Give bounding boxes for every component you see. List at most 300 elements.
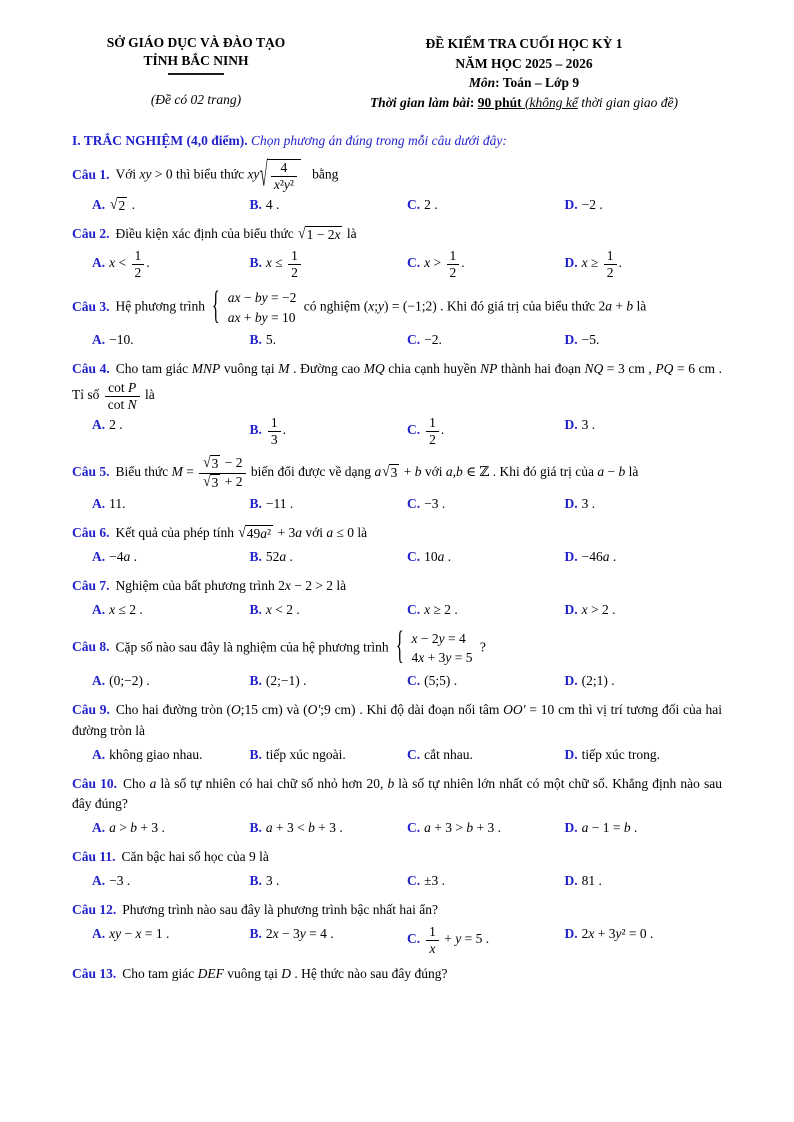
square-root (203, 474, 220, 491)
options-row (72, 330, 722, 351)
text-run: −5. (581, 332, 600, 348)
radicand (117, 197, 128, 214)
option-key: D. (564, 332, 578, 348)
text-run: với (421, 464, 446, 480)
option-text (424, 820, 501, 835)
section-heading (72, 132, 722, 151)
radical-sign: √ (382, 463, 390, 480)
fraction (426, 415, 439, 447)
fraction-denominator (199, 474, 245, 492)
option (250, 547, 408, 568)
text-run: + 3 (594, 926, 616, 942)
math-run: a (597, 464, 605, 480)
text-run: − (121, 926, 136, 942)
math-run: x (265, 601, 272, 617)
option-text (581, 248, 622, 280)
math-run: O (231, 701, 241, 717)
page-count-note: (Đề có 02 trang) (150, 91, 242, 107)
text-run: 4 . (265, 197, 280, 213)
question (72, 224, 722, 280)
question-stem (72, 154, 722, 194)
text-run: 3 . (581, 417, 596, 433)
fraction-denominator (426, 941, 439, 957)
option (407, 494, 565, 515)
option-text (424, 415, 445, 447)
text-run: = 10 cm thì vị trí tương đối của hai đường tròn là (72, 701, 722, 738)
question-label: Câu 9. (72, 701, 110, 717)
text-run: 49 (246, 526, 261, 542)
math-run: M (171, 464, 183, 480)
math-run: xy (139, 166, 152, 182)
fraction (447, 248, 460, 280)
text-run: ±3 . (424, 873, 446, 889)
text-run: > (115, 820, 131, 836)
option (250, 924, 408, 956)
option (250, 600, 408, 621)
math-run: x (109, 601, 116, 617)
math-run: PQ (655, 361, 674, 377)
option-key: A. (92, 332, 106, 348)
option-key: A. (92, 548, 106, 564)
text-run: 81 . (581, 873, 602, 889)
question (72, 359, 722, 447)
text-run: . Đường cao (289, 361, 364, 377)
question (72, 900, 722, 956)
math-run: b (626, 298, 634, 314)
option-key: D. (564, 820, 578, 836)
text-run: ;9 cm) . Khi độ dài đoạn nối tâm (320, 701, 504, 717)
section-title: I. TRẮC NGHIỆM (4,0 điểm). (72, 133, 248, 149)
text-run: Hệ phương trình (115, 298, 209, 314)
header-right (326, 34, 722, 112)
fraction-numerator (271, 160, 297, 177)
text-run: . (630, 820, 638, 836)
text-run: 2 (118, 198, 126, 214)
text-run: thành hai đoạn (497, 361, 585, 377)
question-stem (72, 964, 722, 985)
header (72, 34, 722, 112)
option-text (109, 926, 169, 941)
text-run: . (444, 548, 452, 564)
option-text (266, 549, 293, 564)
text-run: . (128, 197, 136, 213)
math-run: M (278, 361, 290, 377)
option-key: B. (249, 672, 262, 688)
text-run: + (612, 298, 627, 314)
math-run: x (424, 255, 431, 271)
square-root (238, 525, 273, 542)
text-run: ∈ ℤ . Khi đó giá trị của (462, 464, 598, 480)
options-row (72, 415, 722, 447)
text-run: cot (107, 396, 128, 412)
math-run: D (281, 966, 291, 982)
option-key: A. (92, 255, 106, 271)
text-run: ² (289, 176, 294, 192)
math-run: by (254, 309, 268, 325)
question-label: Câu 5. (72, 464, 110, 480)
text-run: −10. (109, 332, 134, 348)
option-text (424, 496, 445, 511)
radicand (305, 226, 343, 243)
math-run: b (466, 820, 474, 836)
fraction-denominator (426, 432, 439, 448)
text-run: Cặp số nào sau đây là nghiệm của hệ phương trình (115, 639, 393, 655)
options-row (72, 745, 722, 766)
system-rows (412, 629, 473, 668)
text-run: 11. (109, 496, 126, 512)
option-key: C. (407, 820, 421, 836)
option-key: D. (564, 197, 578, 213)
question-label: Câu 4. (72, 361, 110, 377)
question-label: Câu 2. (72, 226, 110, 242)
option-text (265, 248, 303, 280)
text-run: 2 (581, 926, 589, 942)
option-text (266, 673, 307, 688)
text-run: 2 (265, 926, 273, 942)
system-row (228, 308, 297, 328)
option-key: A. (92, 417, 106, 433)
option-text (266, 926, 334, 941)
text-run: + 3 < (272, 820, 309, 836)
text-run: + 2 (221, 473, 243, 489)
text-run: (2;1) . (581, 672, 615, 688)
text-run: Cho tam giác (122, 966, 198, 982)
time-value: 90 phút (477, 94, 522, 110)
text-run: vuông tại (220, 361, 279, 377)
text-run: là số tự nhiên có hai chữ số nhỏ hơn 20, (156, 775, 388, 791)
radicand (210, 474, 221, 491)
radical-sign: √ (203, 472, 211, 490)
text-run: ≤ 0 là (333, 525, 368, 540)
text-run: ≥ (587, 255, 602, 271)
fraction-numerator (426, 415, 439, 432)
option (92, 195, 250, 216)
math-run: NP (480, 361, 498, 377)
option-key: C. (407, 601, 421, 617)
text-run: 1 (291, 248, 298, 264)
math-run: N (127, 396, 137, 412)
option-key: C. (407, 931, 421, 947)
option (92, 248, 250, 280)
math-run: x (273, 176, 280, 192)
fraction (199, 455, 245, 491)
option-text (582, 549, 617, 564)
fraction-denominator (105, 397, 140, 413)
text-run: cot (108, 380, 129, 396)
fraction-numerator (268, 415, 281, 432)
math-run: y (283, 176, 290, 192)
option (407, 818, 565, 839)
option-key: A. (92, 746, 106, 762)
option (565, 195, 723, 216)
text-run: + (240, 309, 255, 325)
text-run: Cho tam giác (115, 361, 192, 377)
option-text (109, 496, 125, 511)
question-stem (72, 455, 722, 491)
text-run: 1 (134, 248, 142, 264)
question-stem (72, 625, 722, 669)
text-run: tiếp xúc ngoài. (265, 746, 346, 762)
text-run: 52 (265, 548, 280, 564)
math-run: x (418, 650, 425, 666)
text-run: 3 (211, 474, 219, 490)
text-run: −11 . (265, 496, 294, 512)
text-run: vuông tại (223, 966, 282, 982)
radicand (210, 455, 221, 472)
question-label: Câu 8. (72, 639, 110, 655)
option-key: A. (92, 820, 106, 836)
option (92, 547, 250, 568)
math-run: xy (109, 926, 122, 942)
option-key: D. (564, 417, 578, 433)
math-run: x (581, 601, 588, 617)
option (565, 415, 723, 447)
option-text (424, 873, 445, 888)
system-row (412, 648, 473, 668)
text-run: Căn bậc hai số học của 9 là (121, 849, 269, 865)
square-root (298, 226, 342, 243)
option (92, 871, 250, 892)
option-text (582, 747, 660, 762)
option (92, 924, 250, 956)
math-run: b (618, 464, 626, 480)
time-note-rest: thời gian giao đề) (577, 94, 679, 110)
question-stem (72, 900, 722, 921)
option (407, 745, 565, 766)
text-run: biến đổi được về dạng (247, 464, 375, 480)
option (565, 248, 723, 280)
text-run: = 10 (267, 309, 296, 325)
radicand (389, 464, 400, 481)
subject-label: Môn (468, 75, 496, 91)
fraction (271, 160, 297, 192)
square-root (203, 455, 220, 472)
square-root (110, 197, 127, 214)
math-run: x (284, 577, 291, 593)
math-run: ax (227, 309, 241, 325)
option-text (109, 673, 150, 688)
math-run: MQ (363, 361, 385, 377)
option-text (582, 332, 600, 347)
system-rows (228, 288, 297, 327)
underline-rule (168, 73, 224, 74)
text-run: 1 (429, 924, 436, 940)
radical-sign: √ (298, 225, 306, 242)
math-run: x (588, 926, 595, 942)
text-run: Kết quả của phép tính (115, 525, 238, 540)
text-run: ² (267, 526, 272, 542)
text-run: 3 (270, 431, 278, 447)
option-text (424, 197, 438, 212)
radical-sign: √ (260, 154, 269, 194)
option-key: D. (564, 926, 578, 942)
option-key: C. (407, 197, 421, 213)
options-row (72, 818, 722, 839)
text-run: 2 (429, 431, 436, 447)
time-sep: : (469, 94, 478, 110)
radicand (245, 525, 273, 542)
header-left (72, 34, 320, 109)
question-stem (72, 359, 722, 412)
equation-system (212, 285, 297, 328)
time-label: Thời gian làm bài (369, 94, 470, 110)
option-text (109, 602, 143, 617)
option (565, 494, 723, 515)
options-row (72, 248, 722, 280)
exam-title: ĐỀ KIỂM TRA CUỐI HỌC KỲ 1 (425, 36, 623, 51)
text-run: > (430, 255, 445, 271)
text-run: Điều kiện xác định của biểu thức (115, 226, 298, 242)
province-line: TỈNH BẮC NINH (143, 53, 249, 69)
text-run: = (182, 464, 198, 480)
text-run: 2 (134, 264, 142, 280)
option-key: B. (249, 873, 262, 889)
text-run: ) = (−1;2) . Khi đó giá trị của biểu thức 2 (384, 298, 606, 314)
math-run: xy (247, 166, 260, 182)
time-note-underlined: (không kể (521, 94, 578, 110)
fraction-numerator (447, 248, 460, 265)
fraction-numerator (132, 248, 145, 265)
text-run: là số tự nhiên lớn nhất có một chữ số. Khẳng định nào sau đây đúng? (72, 775, 722, 812)
math-run: y (615, 926, 622, 942)
question (72, 285, 722, 351)
text-run: là (633, 298, 647, 314)
text-run: = 5 . (461, 931, 490, 947)
option (92, 818, 250, 839)
subject-value: : Toán – Lớp 9 (495, 75, 580, 91)
math-run: b (387, 775, 395, 791)
math-run: O′ (307, 701, 321, 717)
question-label: Câu 3. (72, 298, 110, 314)
option-key: B. (249, 197, 262, 213)
text-run: 4 (280, 160, 288, 176)
option-text (109, 197, 135, 212)
option (250, 330, 408, 351)
option (250, 671, 408, 692)
fraction (268, 415, 281, 447)
text-run: có nghiệm ( (300, 298, 369, 314)
text-run: 3 (211, 456, 219, 472)
option (250, 415, 408, 447)
math-run: NQ (584, 361, 604, 377)
text-run: Biểu thức (115, 464, 172, 480)
option (407, 415, 565, 447)
option-key: B. (249, 548, 262, 564)
option-text (582, 820, 638, 835)
option-text (266, 747, 346, 762)
option-key: D. (564, 601, 578, 617)
option-key: A. (92, 197, 106, 213)
text-run: . (609, 548, 617, 564)
text-run: 3 . (265, 873, 280, 889)
option-key: C. (407, 873, 421, 889)
option (565, 330, 723, 351)
math-run: b (130, 820, 137, 836)
math-run: DEF (197, 966, 224, 982)
options-row (72, 494, 722, 515)
text-run: − 1 = (588, 820, 624, 836)
fraction-denominator (604, 265, 617, 281)
square-root (382, 464, 399, 481)
question-stem (72, 700, 722, 742)
text-run: Cho hai đường tròn ( (115, 701, 231, 717)
text-run: ; (374, 298, 379, 314)
option-key: A. (92, 926, 106, 942)
option (250, 818, 408, 839)
math-run: x (135, 926, 142, 942)
option-text (266, 197, 280, 212)
fraction (288, 248, 301, 280)
option-text (266, 820, 343, 835)
option (565, 745, 723, 766)
math-run: b (623, 820, 631, 836)
option-key: C. (407, 496, 421, 512)
question (72, 455, 722, 515)
option-key: B. (249, 820, 262, 836)
text-run: với (301, 525, 327, 540)
option-text (424, 549, 451, 564)
question-stem (72, 847, 722, 868)
text-run: −2. (424, 332, 442, 348)
text-run: = 4 . (305, 926, 334, 942)
option (92, 415, 250, 447)
option-key: B. (249, 332, 262, 348)
text-run: − (604, 464, 619, 480)
text-run: bằng (301, 166, 339, 182)
option (407, 671, 565, 692)
option-text (424, 332, 442, 347)
text-run: + 3 . (137, 820, 165, 836)
option-key: B. (249, 255, 262, 271)
text-run: ;15 cm) và ( (240, 701, 308, 717)
math-run: ax (227, 290, 241, 306)
math-run: a (445, 464, 453, 480)
option (407, 330, 565, 351)
text-run: chia cạnh huyền (384, 361, 481, 377)
option (407, 547, 565, 568)
text-run: − 2 (417, 630, 439, 646)
text-run: Cho (123, 775, 150, 791)
fraction-numerator (199, 455, 245, 474)
option-text (582, 873, 602, 888)
section-subtitle: Chọn phương án đúng trong mỗi câu dưới đây: (251, 133, 507, 149)
option-key: D. (564, 746, 578, 762)
school-year: NĂM HỌC 2025 – 2026 (455, 55, 593, 71)
text-run: Với (115, 166, 140, 182)
option-key: A. (92, 672, 106, 688)
fraction-numerator (604, 248, 617, 265)
option (250, 871, 408, 892)
question (72, 964, 722, 985)
math-run: y (299, 926, 306, 942)
option-key: B. (249, 926, 262, 942)
option (407, 248, 565, 280)
math-run: x (265, 255, 272, 271)
math-run: y (438, 630, 445, 646)
fraction (604, 248, 617, 280)
text-run: = 4 (444, 630, 466, 646)
option-key: D. (564, 548, 578, 564)
radical-sign: √ (238, 523, 246, 541)
fraction-denominator (268, 432, 281, 448)
question (72, 700, 722, 766)
option-text (109, 549, 137, 564)
option-key: C. (407, 332, 421, 348)
math-run: a (279, 548, 287, 564)
text-run: 2 (291, 264, 298, 280)
option (407, 924, 565, 956)
option-text (424, 602, 458, 617)
